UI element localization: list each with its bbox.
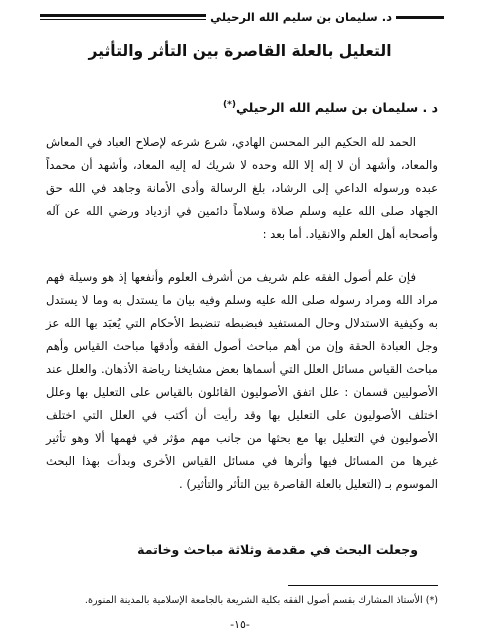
author-name: د . سليمان بن سليم الله الرحيلي [235, 100, 438, 116]
footnote: (*) الأستاذ المشارك بقسم أصول الفقه بكلية الشريعة بالجامعة الإسلامية بالمدينة المنورة. [84, 595, 438, 606]
header-rule-right [396, 16, 444, 19]
page-number: -١٥- [230, 618, 250, 631]
header-rule-left [40, 14, 206, 20]
author-line [223, 100, 438, 115]
article-title: التعليل بالعلة القاصرة بين التأثر والتأثير [88, 42, 392, 60]
running-header-text: د. سليمان بن سليم الله الرحيلي [210, 10, 392, 24]
running-header [40, 8, 444, 26]
section-outline: وجعلت البحث في مقدمة وثلاثة مباحث وخاتمة [137, 542, 418, 557]
paragraph-main: فإن علم أصول الفقه علم شريف من أشرف العلوم وأنفعها إذ هو وسيلة فهم مراد الله ومراد رسوله صلى الله عليه وسلم وفيه بيان ما يستدل به وما لا يستدل به وكيفية الاستدلال وحال المستفيد فبضبطه تنضبط الأحكام التي يُعبَد بها الله عز وجل العبادة الحقة وإن من أهم مباحث أصول الفقه وأدقها مباحث القياس وأهم مباحث القياس مسائل العلل التي أسماها بعض مشايخنا رياضة الأذهان. والعلل عند الأصوليين قسمان : علل اتفق الأصوليون القائلون بالقياس على التعليل بها وعلل اختلف الأصوليون على التعليل بها وقد رأيت أن أكتب في العلل التي اختلف الأصوليون في التعليل بها مع بحثها من جانب مهم مؤثر في فهمها ألا وهو تأثير غيرها من المسائل فيها وأثرها في مسائل القياس الأخرى وبدأت بهذا البحث الموسوم بـ (التعليل بالعلة القاصرة بين التأثر والتأثير) . [46, 270, 438, 491]
author-footnote-mark: (*) [223, 100, 236, 110]
footnote-separator [288, 585, 438, 586]
paragraph-intro: الحمد لله الحكيم البر المحسن الهادي، شرع شرعه لإصلاح العباد في المعاش والمعاد، وأشهد أن لا إله إلا الله وحده لا شريك له إليه المعاد، وأشهد أن محمداً عبده ورسوله الداعي إلى الرشاد، بلغ الرسالة وأدى الأمانة وجاهد في الله حق الجهاد صلى الله عليه وسلم صلاة وسلاماً دائمين في ازدياد ورضي الله عن آله وأصحابه أهل العلم والانقياد. أما بعد : [46, 135, 438, 241]
